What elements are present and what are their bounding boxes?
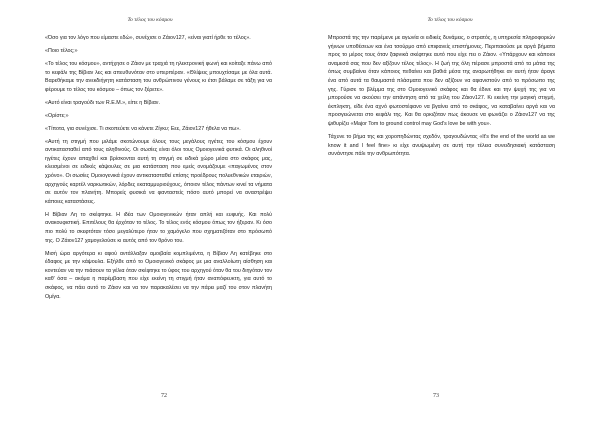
paragraph: Μισή ώρα αργότερα κι αφού αντάλλαξαν αμοιβαία κομπλιμέντα, η Βίβιαν Λη κατέβηκε στο έδαφος με την κάψουλα. Εξήλθε από το Ομοιογενικό σκάφος με μια αναλλοίωτη αίσθηση και κοντεύαν να την πιάσουν τα γέλια όταν σκέφτηκε το ύφος του αρχηγού όταν θα του διηγόταν τον καθ' όσα – ακόμα η παρέμβαση που είχε εκείνη τη στιγμή ήταν αναπόφευκτη, για αυτό το σκάφος, να πάει αυτό το Ζάιον και να τον παρακαλέσει να την πάρει μαζί του στον πλανήτη Ομίγα. bbox=[45, 250, 272, 300]
paragraph: «Το τέλος του κόσμου», αντήχησε ο Ζάιον με τραχιά τη ηλεκτρονική φωνή και κοίταξε πάνω από το κεφάλι της Βίβιαν λες και απευθυνόταν στο υπερπέραν. «Θλίψεις μπουχτίσαμε με όλα αυτά. Βαρεθήκαμε την ανεκδιήγητη κατάσταση του ανθρώπινου γένους κι έτσι βάλαμε σε τάξη για να φέρουμε το τέλος του κόσμου – όπως τον ξέρετε». bbox=[45, 60, 272, 93]
paragraph: «Όσο για τον λόγο που είμαστε εδώ», συνέχισε ο Ζάιον127, «είναι γιατί ήρθε το τέλος». bbox=[45, 35, 251, 41]
paragraph: «Ορίστε;» bbox=[45, 112, 69, 119]
running-header: Το τέλος του κόσμου bbox=[127, 17, 173, 23]
page-body bbox=[328, 34, 555, 163]
running-header: Το τέλος του κόσμου bbox=[427, 17, 473, 23]
paragraph: «Αυτό είναι τραγούδι των R.E.M.», είπε η Βίβιαν. bbox=[45, 99, 160, 106]
page-body bbox=[45, 34, 272, 306]
page-number: 72 bbox=[161, 393, 167, 399]
paragraph: Τάχυνε το βήμα της και χοροπηδώντας σχεδόν, τραγουδώντας «It's the end of the world as we know it and I feel fine» κι είχε ανυψωμένη σε αυτή την τέλεια συνειδησιακή κατάσταση συνάντησε πάλι την ανθρωπότητα. bbox=[328, 133, 555, 158]
paragraph: «Τίποτα, για συνέχισε. Τι σκοπεύετε να κάνετε Ζίγκυ; Εεε, Ζάιον127 ήθελα να πω». bbox=[45, 125, 241, 132]
paragraph: Μπροστά της την παρέμενε με αγωνία οι ειδικές δυνάμεις, ο στρατός, η υπηρεσία πληροφοριών γήινων υποθέσεων και ένα τσούρμο από επιφανείς επιστήμονες. Περιπαιούσε με αργά βήματα προς το μέρος τους όταν ξαφνικά σκέφτηκε αυτό που είχε πει ο Ζάιον. «Υπάρχουν και κάποιοι αναμεσά σας που δεν αξίζουν τέλος τέλος». Η ζωή της όλη πέρασε μπροστά από τα μάτια της όπως συμβαίνει όταν κάποιος πεθαίνει και βαθιά μέσα της αναρωτήθηκε αν αυτή ήταν άραγε ένα από αυτά τα θαυμαστά πλάσματα που δεν αξίζουν να αφανιστούν από το πρόσωπο της γης. Γύρισε το βλέμμα της στο Ομοιογενικό σκάφος και θα έδινε και την ψυχή της για να μπορούσε να ακούσει την απάντηση από τα χείλη του Ζάιον127. Κι εκείνη την μαγική στιγμή, έκπληκτη, είδε ένα αχνό φωτοστέφανο να βγαίνει από το σκάφος, να καταβαίνει αργά και να προσγειώνεται στο κεφάλι της. Και θα ορκιζόταν πως άκουσε να φωνάζει ο Ζάιον127 να της ψιθυρίζει «Major Tom to ground control may God's love be with you». bbox=[328, 35, 555, 127]
paragraph: «Αυτή τη στιγμή που μιλάμε σκοτώνουμε όλους τους μεγάλους ηγέτες του κόσμου έχουν αντικατασταθεί από τους αληθινούς. Οι σωσίες είναι όλοι τους Ομοιογενικά φυτικά. Οι αληθινοί ηγέτες έχουν απαχθεί και βρίσκονται αυτή τη στιγμή σε ειδικά χώρο μέσα στο σκάφος μας, κλεισμένοι σε ειδικές κάψουλες σε μια κατάσταση που εμείς ονομάζουμε «παγωμένος στον χρόνο». Οι σωσίες Ομοιογενικά έχουν αντικατασταθεί επίσης προέδρους πολυεθνικών εταιριών, αρχηγούς καρτέλ ναρκωτικών, λόρδες εκαταμμυριούχους, όποιον τέλος πάντων κινεί τα νήματα σε αυτόν τον πλανήτη. Μπορείς φυσικά να φανταστείς πόσο αυτό μπορεί να αναστρέψει κάποιες καταστάσεις. bbox=[45, 138, 272, 205]
page-number: 73 bbox=[433, 393, 439, 399]
paragraph: Η Βίβιαν Λη το σκέφτηκε. Η ιδέα των Ομοιογενικών ήταν απλή και ευφυής. Και πολύ ανακουφιστική. Επιτέλους θα έρχόταν το τέλος. Το τέλος ενός κόσμου όπως τον ήξεραν. Κι όσο πιο πολύ το σκεφτόταν τόσο μεγαλύτερο ήταν το χαμόγελο που σχηματιζόταν στο πρόσωπό της. Ο Ζάιον127 χαμογελούσε κι αυτός από τον θρόνο του. bbox=[45, 211, 272, 244]
paragraph: «Ποιο τέλος;» bbox=[45, 47, 78, 54]
right-page bbox=[300, 0, 600, 424]
